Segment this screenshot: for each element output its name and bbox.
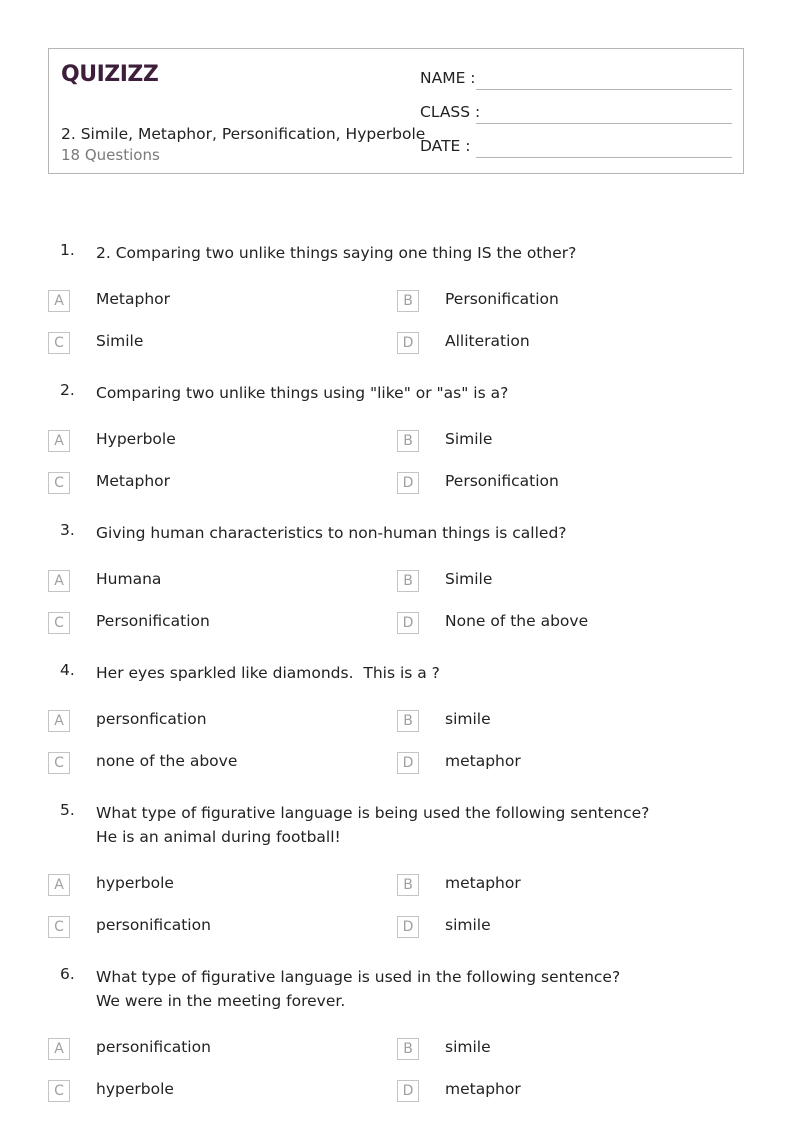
option-text[interactable]: metaphor [445,1080,521,1098]
option-text[interactable]: Personification [445,290,559,308]
option-letter-box[interactable]: B [397,1038,419,1060]
question-text: Giving human characteristics to non-human things is called? [96,524,567,542]
question-text: Comparing two unlike things using "like" or "as" is a? [96,384,509,402]
option-text[interactable]: Simile [445,430,493,448]
option-text[interactable]: simile [445,916,491,934]
option-letter-box[interactable]: A [48,570,70,592]
option-letter-box[interactable]: C [48,752,70,774]
option-text[interactable]: Hyperbole [96,430,176,448]
class-label: CLASS : [420,103,481,121]
date-line [476,157,732,158]
question-text: 2. Comparing two unlike things saying one thing IS the other? [96,244,577,262]
question-number: 1. [60,241,75,259]
option-text[interactable]: none of the above [96,752,238,770]
option-letter-box[interactable]: D [397,612,419,634]
option-text[interactable]: personification [96,916,211,934]
quizizz-logo [61,59,161,87]
option-letter-box[interactable]: B [397,570,419,592]
option-letter-box[interactable]: B [397,290,419,312]
question-number: 2. [60,381,75,399]
option-text[interactable]: Alliteration [445,332,530,350]
option-letter-box[interactable]: A [48,290,70,312]
option-letter-box[interactable]: D [397,1080,419,1102]
option-letter-box[interactable]: A [48,1038,70,1060]
option-text[interactable]: metaphor [445,874,521,892]
option-letter-box[interactable]: B [397,430,419,452]
option-text[interactable]: personification [96,1038,211,1056]
question-number: 5. [60,801,75,819]
option-letter-box[interactable]: D [397,332,419,354]
worksheet-header [48,48,744,174]
option-text[interactable]: Metaphor [96,472,171,490]
option-letter-box[interactable]: D [397,752,419,774]
name-label: NAME : [420,69,476,87]
option-letter-box[interactable]: C [48,332,70,354]
question-count: 18 Questions [61,146,160,164]
option-letter-box[interactable]: C [48,916,70,938]
question-text-line-2: He is an animal during football! [96,828,341,846]
class-line [476,123,732,124]
question-text-line-2: We were in the meeting forever. [96,992,346,1010]
option-text[interactable]: metaphor [445,752,521,770]
option-letter-box[interactable]: A [48,430,70,452]
option-text[interactable]: simile [445,710,491,728]
question-number: 4. [60,661,75,679]
option-text[interactable]: Humana [96,570,162,588]
name-line [476,89,732,90]
option-letter-box[interactable]: C [48,1080,70,1102]
option-text[interactable]: Simile [445,570,493,588]
option-letter-box[interactable]: A [48,874,70,896]
option-letter-box[interactable]: B [397,710,419,732]
svg-text:QUIZIZZ: QUIZIZZ [61,62,159,87]
option-text[interactable]: simile [445,1038,491,1056]
question-number: 6. [60,965,75,983]
option-text[interactable]: hyperbole [96,874,174,892]
option-letter-box[interactable]: C [48,472,70,494]
option-letter-box[interactable]: D [397,916,419,938]
option-text[interactable]: Personification [96,612,210,630]
option-text[interactable]: Metaphor [96,290,171,308]
option-letter-box[interactable]: C [48,612,70,634]
option-text[interactable]: Personification [445,472,559,490]
option-letter-box[interactable]: B [397,874,419,896]
worksheet-title: 2. Simile, Metaphor, Personification, Hyperbole [61,125,426,143]
question-number: 3. [60,521,75,539]
option-letter-box[interactable]: A [48,710,70,732]
date-label: DATE : [420,137,471,155]
option-text[interactable]: None of the above [445,612,589,630]
option-text[interactable]: Simile [96,332,144,350]
option-letter-box[interactable]: D [397,472,419,494]
question-text: Her eyes sparkled like diamonds. This is a ? [96,664,440,682]
question-text: What type of figurative language is used in the following sentence? [96,968,621,986]
question-text: What type of figurative language is being used the following sentence? [96,804,650,822]
option-text[interactable]: hyperbole [96,1080,174,1098]
option-text[interactable]: personfication [96,710,207,728]
